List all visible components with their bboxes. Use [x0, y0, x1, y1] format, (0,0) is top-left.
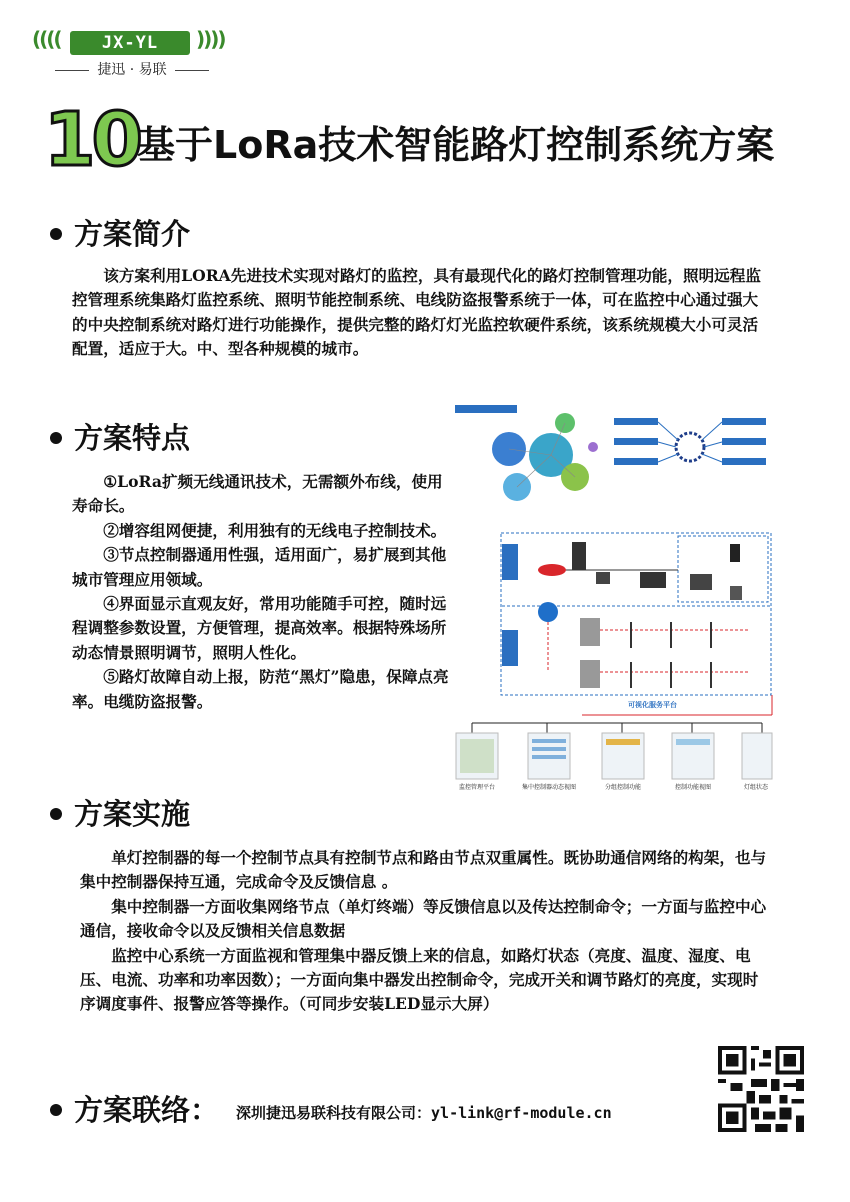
solution-number: 10 — [44, 97, 139, 183]
feature-item: ②增容组网便捷，利用独有的无线电子控制技术。 — [103, 520, 447, 540]
signal-waves-right-icon: )))) — [196, 27, 225, 51]
screen-caption: 灯组状态 — [743, 784, 768, 791]
hub-spoke-diagram — [610, 410, 770, 485]
screen-caption: 控制功能视图 — [674, 784, 711, 791]
feature-item: ③节点控制器通用性强，适用面广，易扩展到其他城市管理应用领域。 — [72, 545, 447, 589]
screen-caption: 集中控制器动态视图 — [521, 784, 576, 791]
feature-item: ④界面显示直观友好，常用功能随手可控，随时远程调整参数设置，方便管理，提高效率。根据特殊场所动态情景照明调节，照明人性化。 — [72, 594, 447, 662]
section-heading-implementation: 方案实施 — [50, 796, 190, 832]
features-list — [72, 470, 452, 714]
bullet-icon — [50, 228, 62, 240]
contact-info[interactable]: 深圳捷迅易联科技有限公司：yl-link@rf-module.cn — [236, 1104, 612, 1122]
section-heading-features: 方案特点 — [50, 420, 190, 456]
feature-item: ①LoRa扩频无线通讯技术，无需额外布线，使用寿命长。 — [72, 472, 443, 516]
screen-caption: 监控管理平台 — [458, 784, 495, 791]
company-logo — [24, 26, 234, 78]
feature-item: ⑤路灯故障自动上报，防范“黑灯”隐患，保障点亮率。电缆防盗报警。 — [72, 667, 449, 711]
page-title: 基于LoRa技术智能路灯控制系统方案 — [137, 123, 775, 167]
implementation-paragraph: 监控中心系统一方面监视和管理集中器反馈上来的信息，如路灯状态（亮度、温度、湿度、电压、电流、功率和功率因数）；一方面向集中器发出控制命令，完成开关和调节路灯的亮度，实现时序调度事件、报警应答等操作。（可同步安装LED显示大屏） — [80, 945, 759, 1014]
intro-paragraph: 该方案利用LORA先进技术实现对路灯的监控，具有最现代化的路灯控制管理功能，照明远程监控管理系统集路灯监控系统、照明节能控制系统、电线防盗报警系统于一体，可在监控中心通过强大的中央控制系统对路灯进行功能操作，提供完整的路灯灯光监控软硬件系统，该系统规模大小可灵活配置，适应于大。中、型各种规模的城市。 — [72, 266, 761, 359]
section-heading-contact: 方案联络： — [50, 1092, 219, 1128]
platform-label: 可视化服务平台 — [628, 701, 677, 709]
bullet-icon — [50, 432, 62, 444]
section-heading-intro: 方案简介 — [50, 216, 190, 252]
signal-waves-left-icon: (((( — [32, 27, 61, 51]
system-architecture-diagram — [500, 532, 772, 696]
bullet-icon — [50, 808, 62, 820]
qr-code-icon — [718, 1046, 804, 1132]
implementation-paragraph: 单灯控制器的每一个控制节点具有控制节点和路由节点双重属性。既协助通信网络的构架，也与集中控制器保持互通，完成命令及反馈信息 。 — [80, 848, 767, 892]
platform-screens-diagram — [452, 695, 777, 795]
function-bubble-diagram — [455, 403, 600, 503]
implementation-paragraphs — [80, 846, 770, 1017]
logo-wordmark: JX-YL — [70, 31, 190, 55]
logo-subtitle: 捷迅 · 易联 — [32, 59, 232, 79]
bullet-icon — [50, 1104, 62, 1116]
implementation-paragraph: 集中控制器一方面收集网络节点（单灯终端）等反馈信息以及传达控制命令；一方面与监控中心通信，接收命令以及反馈相关信息数据 — [80, 896, 767, 941]
screen-caption: 分组控制功能 — [604, 784, 641, 791]
